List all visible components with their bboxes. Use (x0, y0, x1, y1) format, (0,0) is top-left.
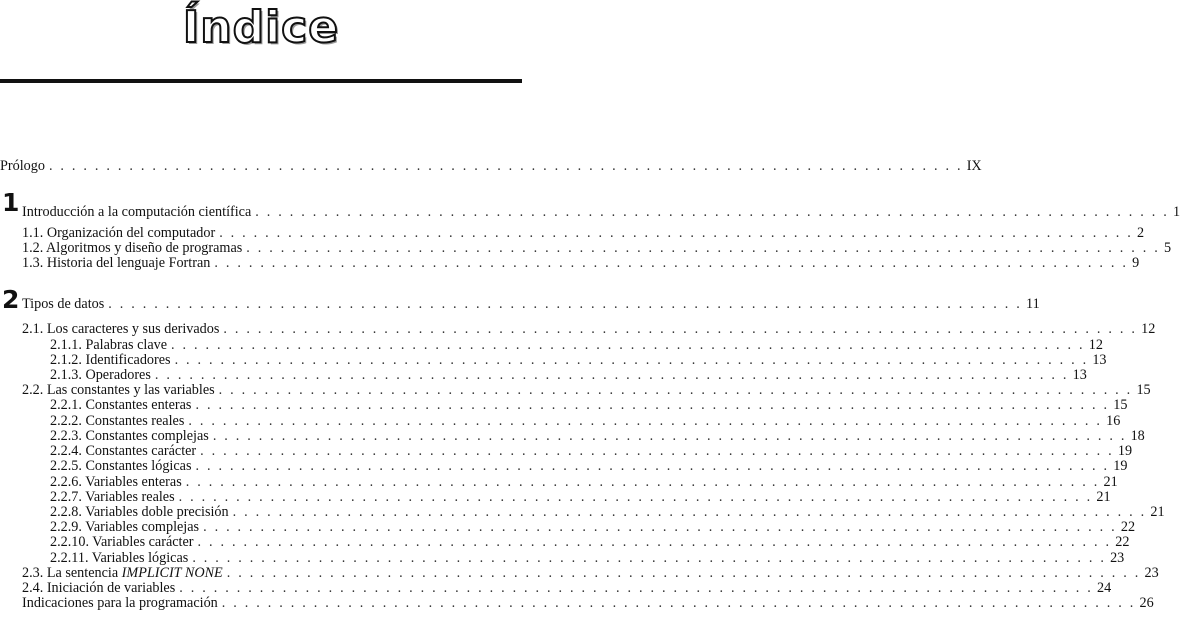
toc-entry (22, 580, 1112, 596)
toc-entry-title (50, 459, 191, 474)
toc-entry (50, 458, 1128, 474)
toc-entry (22, 225, 1145, 241)
dot-leader: . . . . . . . . . . . . . . . . . . . . . . . . . . . . . . . . . . . . . . . . . . . . . . . . . . . . . . . . . . . . . . . . . . . . . . . . . . . . . . . . (219, 225, 1133, 241)
toc-entry (50, 504, 1165, 520)
title-rule (0, 79, 522, 83)
dot-leader: . . . . . . . . . . . . . . . . . . . . . . . . . . . . . . . . . . . . . . . . . . . . . . . . . . . . . . . . . . . . . . . . . . . . . . . . . . . . . . . . (200, 443, 1114, 459)
toc-entry-title (50, 505, 229, 520)
toc-entry (50, 474, 1118, 490)
toc-entry-text: 2.2.1. Constantes enteras (50, 397, 192, 413)
toc-entry (22, 204, 1180, 220)
chapter-number: 2 (2, 285, 20, 314)
toc-entry-title (50, 490, 175, 505)
toc-entry (50, 519, 1136, 535)
toc-entry-text: Prólogo (0, 158, 45, 174)
toc-page-number: 13 (1072, 367, 1087, 383)
toc-page-number: 12 (1088, 337, 1103, 353)
toc-page-number: 19 (1117, 443, 1133, 459)
toc-entry-title (50, 551, 188, 566)
dot-leader: . . . . . . . . . . . . . . . . . . . . . . . . . . . . . . . . . . . . . . . . . . . . . . . . . . . . . . . . . . . . . . . . . . . . . . . . . . . . . . . . (197, 534, 1112, 550)
toc-page-number: 23 (1110, 550, 1125, 566)
toc-entry-title (50, 414, 184, 429)
dot-leader: . . . . . . . . . . . . . . . . . . . . . . . . . . . . . . . . . . . . . . . . . . . . . . . . . . . . . . . . . . . . . . . . . . . . . . . . . . . . . . . . (223, 321, 1138, 337)
toc-entry-text: 2.1.2. Identificadores (50, 352, 171, 368)
toc-entry (50, 550, 1125, 566)
toc-entry-title (50, 520, 199, 535)
toc-entry-title (22, 566, 223, 581)
toc-entry-title (50, 535, 194, 550)
toc-entry-text: 2.3. La sentencia (22, 565, 122, 581)
dot-leader: . . . . . . . . . . . . . . . . . . . . . . . . . . . . . . . . . . . . . . . . . . . . . . . . . . . . . . . . . . . . . . . . . . . . . . . . . . . . . . . . (218, 382, 1133, 398)
toc-entry-title (50, 429, 209, 444)
toc-entry-title (50, 444, 196, 459)
toc-page-number: 23 (1144, 565, 1159, 581)
toc-entry-title (22, 226, 215, 241)
toc-entry-title (22, 205, 251, 220)
toc-entry (22, 382, 1151, 398)
dot-leader: . . . . . . . . . . . . . . . . . . . . . . . . . . . . . . . . . . . . . . . . . . . . . . . . . . . . . . . . . . . . . . . . . . . . . . . . . . . . . . . . (188, 413, 1103, 429)
toc-entry-text: 2.2.4. Constantes carácter (50, 443, 197, 459)
dot-leader: . . . . . . . . . . . . . . . . . . . . . . . . . . . . . . . . . . . . . . . . . . . . . . . . . . . . . . . . . . . . . . . . . . . . . . . . . . . . . . . . (221, 595, 1136, 611)
toc-page-number: 15 (1113, 397, 1128, 413)
dot-leader: . . . . . . . . . . . . . . . . . . . . . . . . . . . . . . . . . . . . . . . . . . . . . . . . . . . . . . . . . . . . . . . . . . . . . . . . . . . . . . . . (246, 240, 1161, 256)
toc-page-number: 5 (1164, 240, 1172, 256)
dot-leader: . . . . . . . . . . . . . . . . . . . . . . . . . . . . . . . . . . . . . . . . . . . . . . . . . . . . . . . . . . . . . . . . . . . . . . . . . . . . . . . . (192, 550, 1107, 566)
toc-entry-text: 2.2.5. Constantes lógicas (50, 458, 192, 474)
chapter-number: 1 (2, 188, 20, 217)
toc-entry (22, 255, 1140, 271)
dot-leader: . . . . . . . . . . . . . . . . . . . . . . . . . . . . . . . . . . . . . . . . . . . . . . . . . . . . . . . . . . . . . . . . . . . . . . . . . . . . . . . . (185, 474, 1100, 490)
toc-entry-text: 2.1. Los caracteres y sus derivados (22, 321, 220, 337)
toc-page-number: 18 (1130, 428, 1145, 444)
dot-leader: . . . . . . . . . . . . . . . . . . . . . . . . . . . . . . . . . . . . . . . . . . . . . . . . . . . . . . . . . . . . . . . . . . . . . . . . . . . . . . . . (179, 580, 1094, 596)
toc-entry-text: 2.2.11. Variables lógicas (50, 550, 189, 566)
toc-page-number: 21 (1103, 474, 1118, 490)
toc-page-number: 19 (1113, 458, 1128, 474)
toc-entry (50, 443, 1133, 459)
toc-page-number: 21 (1150, 504, 1165, 520)
toc-page-number: 12 (1141, 321, 1156, 337)
dot-leader: . . . . . . . . . . . . . . . . . . . . . . . . . . . . . . . . . . . . . . . . . . . . . . . . . . . . . . . . . . . . . . . . . . . . . . . . . . . . . . . . (255, 204, 1170, 220)
dot-leader: . . . . . . . . . . . . . . . . . . . . . . . . . . . . . . . . . . . . . . . . . . . . . . . . . . . . . . . . . . . . . . . . . . . . . . . . . . . . . . . . (232, 504, 1147, 520)
toc-entry (22, 595, 1154, 611)
toc-page-number: 13 (1092, 352, 1107, 368)
toc-entry-title (22, 256, 210, 271)
toc-entry-text: 2.2.10. Variables carácter (50, 534, 194, 550)
dot-leader: . . . . . . . . . . . . . . . . . . . . . . . . . . . . . . . . . . . . . . . . . . . . . . . . . . . . . . . . . . . . . . . . . . . . . . . . . . . . . . . . (195, 458, 1110, 474)
toc-entry-text: 2.2. Las constantes y las variables (22, 382, 215, 398)
toc-entry-title (22, 581, 175, 596)
dot-leader: . . . . . . . . . . . . . . . . . . . . . . . . . . . . . . . . . . . . . . . . . . . . . . . . . . . . . . . . . . . . . . . . . . . . . . . . . . . . . . . . (154, 367, 1069, 383)
toc-entry-title (22, 596, 218, 611)
dot-leader: . . . . . . . . . . . . . . . . . . . . . . . . . . . . . . . . . . . . . . . . . . . . . . . . . . . . . . . . . . . . . . . . . . . . . . . . . . . . . . . . (178, 489, 1093, 505)
toc-entry (50, 397, 1128, 413)
toc-entry (22, 240, 1172, 256)
toc-entry-title (50, 398, 191, 413)
toc-entry (50, 352, 1107, 368)
toc-entry-text: 1.2. Algoritmos y diseño de programas (22, 240, 243, 256)
toc-entry-text: Introducción a la computación científica (22, 204, 252, 220)
toc-entry (50, 367, 1087, 383)
toc-page-number: 2 (1136, 225, 1145, 241)
toc-entry-text: 1.3. Historia del lenguaje Fortran (22, 255, 211, 271)
toc-page-number: 22 (1115, 534, 1130, 550)
toc-entry-title (22, 297, 104, 312)
toc-entry-title (22, 241, 242, 256)
toc-entry-text: 2.2.6. Variables enteras (50, 474, 182, 490)
toc-entry-title (50, 353, 171, 368)
toc-entry-text: 2.2.7. Variables reales (50, 489, 175, 505)
toc-entry (50, 534, 1130, 550)
toc-page-number: 9 (1132, 255, 1140, 271)
toc-page-number: 21 (1096, 489, 1111, 505)
toc-entry (50, 413, 1121, 429)
dot-leader: . . . . . . . . . . . . . . . . . . . . . . . . . . . . . . . . . . . . . . . . . . . . . . . . . . . . . . . . . . . . . . . . . . . . . . . . . . . . . . . . (174, 352, 1089, 368)
toc-entry (22, 296, 1040, 312)
toc-entry-title (22, 322, 219, 337)
toc-entry (50, 428, 1145, 444)
toc-entry-text: 2.2.8. Variables doble precisión (50, 504, 229, 520)
toc-entry-text: 2.2.2. Constantes reales (50, 413, 185, 429)
dot-leader: . . . . . . . . . . . . . . . . . . . . . . . . . . . . . . . . . . . . . . . . . . . . . . . . . . . . . . . . . . . . . . . . . . . . . . . . . . . . . . . . (108, 296, 1023, 312)
toc-entry-title (22, 383, 215, 398)
toc-entry-text: 1.1. Organización del computador (22, 225, 216, 241)
toc-page-number: 11 (1026, 296, 1040, 312)
toc-entry-text: 2.2.3. Constantes complejas (50, 428, 209, 444)
dot-leader: . . . . . . . . . . . . . . . . . . . . . . . . . . . . . . . . . . . . . . . . . . . . . . . . . . . . . . . . . . . . . . . . . . . . . . . . . . . . . . . . (203, 519, 1117, 535)
toc-page-number: 16 (1106, 413, 1121, 429)
toc-entry-italic-text: IMPLICIT NONE (121, 565, 223, 581)
toc-page-number: 22 (1120, 519, 1136, 535)
toc-entry-text: 2.1.3. Operadores (50, 367, 151, 383)
toc-entry-text: Tipos de datos (22, 296, 105, 312)
toc-page-number: 26 (1139, 595, 1154, 611)
toc-entry-text: Indicaciones para la programación (22, 595, 218, 611)
toc-page-number: 1 (1173, 204, 1180, 220)
dot-leader: . . . . . . . . . . . . . . . . . . . . . . . . . . . . . . . . . . . . . . . . . . . . . . . . . . . . . . . . . . . . . . . . . . . . . . . . . . . . . . . . (171, 337, 1085, 353)
toc-entry-text: 2.2.9. Variables complejas (50, 519, 200, 535)
toc-entry-text: 2.4. Iniciación de variables (22, 580, 176, 596)
dot-leader: . . . . . . . . . . . . . . . . . . . . . . . . . . . . . . . . . . . . . . . . . . . . . . . . . . . . . . . . . . . . . . . . . . . . . . . . . . . . . . . . (212, 428, 1127, 444)
toc-page-number: 15 (1136, 382, 1151, 398)
toc-page-number: 24 (1097, 580, 1112, 596)
toc-entry-title (50, 475, 182, 490)
toc-entry-title (50, 338, 167, 353)
toc-entry (22, 565, 1159, 581)
dot-leader: . . . . . . . . . . . . . . . . . . . . . . . . . . . . . . . . . . . . . . . . . . . . . . . . . . . . . . . . . . . . . . . . . . . . . . . . . . . . . . . . (226, 565, 1141, 581)
toc-entry-text: 2.1.1. Palabras clave (50, 337, 168, 353)
page-title: Índice (182, 2, 340, 53)
toc-entry (22, 321, 1156, 337)
toc-entry-title (50, 368, 151, 383)
toc-entry (50, 489, 1111, 505)
dot-leader: . . . . . . . . . . . . . . . . . . . . . . . . . . . . . . . . . . . . . . . . . . . . . . . . . . . . . . . . . . . . . . . . . . . . . . . . . . . . . . . . (214, 255, 1129, 271)
toc-entry (50, 337, 1103, 353)
toc-page-number: IX (966, 158, 982, 174)
dot-leader: . . . . . . . . . . . . . . . . . . . . . . . . . . . . . . . . . . . . . . . . . . . . . . . . . . . . . . . . . . . . . . . . . . . . . . . . . . . . . . . . (48, 158, 963, 174)
dot-leader: . . . . . . . . . . . . . . . . . . . . . . . . . . . . . . . . . . . . . . . . . . . . . . . . . . . . . . . . . . . . . . . . . . . . . . . . . . . . . . . . (195, 397, 1110, 413)
toc-entry (0, 158, 982, 174)
toc-entry-title (0, 159, 45, 174)
